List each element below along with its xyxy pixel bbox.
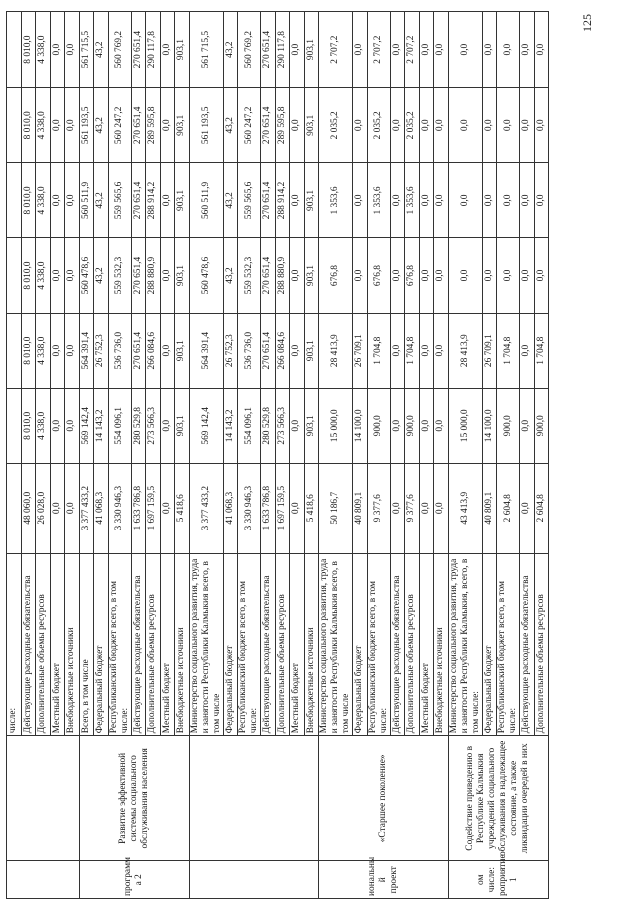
funding-source-cell: Федеральный бюджет bbox=[353, 553, 368, 736]
amount-cell: 903,1 bbox=[175, 238, 190, 313]
budget-table bbox=[6, 11, 549, 899]
amount-cell: 536 736,0 bbox=[108, 313, 131, 388]
amount-cell: 0,0 bbox=[390, 388, 405, 463]
amount-cell: 2 035,2 bbox=[367, 88, 390, 163]
amount-cell: 0,0 bbox=[534, 12, 549, 88]
amount-cell: 0,0 bbox=[65, 163, 80, 238]
amount-cell: 5 418,6 bbox=[304, 463, 319, 553]
amount-cell: 0,0 bbox=[448, 12, 482, 88]
amount-cell: 903,1 bbox=[304, 163, 319, 238]
amount-cell: 0,0 bbox=[497, 238, 520, 313]
amount-cell: 561 193,5 bbox=[189, 88, 223, 163]
amount-cell: 41 068,3 bbox=[223, 463, 238, 553]
amount-cell: 0,0 bbox=[50, 313, 65, 388]
amount-cell: 0,0 bbox=[482, 12, 497, 88]
amount-cell: 554 096,1 bbox=[238, 388, 261, 463]
amount-cell: 43 413,9 bbox=[448, 463, 482, 553]
amount-cell: 0,0 bbox=[50, 388, 65, 463]
amount-cell: 5 418,6 bbox=[175, 463, 190, 553]
amount-cell: 0,0 bbox=[160, 238, 175, 313]
amount-cell: 0,0 bbox=[160, 463, 175, 553]
amount-cell: 280 529,8 bbox=[131, 388, 146, 463]
section-name-cell bbox=[7, 736, 80, 861]
funding-source-cell: Федеральный бюджет bbox=[223, 553, 238, 736]
amount-cell: 903,1 bbox=[175, 12, 190, 88]
funding-source-cell: Действующие расходные обязательства bbox=[520, 553, 535, 736]
amount-cell: 43,2 bbox=[94, 88, 109, 163]
amount-cell: 1 353,6 bbox=[405, 163, 420, 238]
amount-cell: 9 377,6 bbox=[405, 463, 420, 553]
amount-cell: 0,0 bbox=[160, 388, 175, 463]
funding-source-cell: Действующие расходные обязательства bbox=[131, 553, 146, 736]
section-number-cell bbox=[7, 861, 80, 899]
amount-cell: 26 028,0 bbox=[36, 463, 51, 553]
amount-cell: 1 353,6 bbox=[367, 163, 390, 238]
amount-cell: 0,0 bbox=[520, 163, 535, 238]
funding-source-cell: Местный бюджет bbox=[160, 553, 175, 736]
amount-cell: 15 000,0 bbox=[319, 388, 353, 463]
amount-cell: 288 880,9 bbox=[146, 238, 161, 313]
amount-cell: 0,0 bbox=[290, 238, 305, 313]
amount-cell: 15 000,0 bbox=[448, 388, 482, 463]
funding-source-cell: Действующие расходные обязательства bbox=[390, 553, 405, 736]
funding-source-cell: Республиканский бюджет всего, в том числе: bbox=[367, 553, 390, 736]
amount-cell: 560 511,9 bbox=[189, 163, 223, 238]
amount-cell: 676,8 bbox=[405, 238, 420, 313]
funding-source-cell: Всего, в том числе bbox=[79, 553, 94, 736]
amount-cell: 26 752,3 bbox=[94, 313, 109, 388]
amount-cell: 1 633 786,8 bbox=[261, 463, 276, 553]
amount-cell: 560 769,2 bbox=[238, 12, 261, 88]
table-row bbox=[448, 12, 482, 899]
amount-cell: 1 353,6 bbox=[319, 163, 353, 238]
amount-cell: 0,0 bbox=[50, 238, 65, 313]
amount-cell bbox=[7, 163, 22, 238]
amount-cell: 0,0 bbox=[520, 388, 535, 463]
amount-cell: 0,0 bbox=[434, 88, 449, 163]
amount-cell: 0,0 bbox=[65, 463, 80, 553]
funding-source-cell: Республиканский бюджет всего, в том числе: bbox=[108, 553, 131, 736]
amount-cell: 564 391,4 bbox=[189, 313, 223, 388]
amount-cell: 560 478,6 bbox=[79, 238, 94, 313]
funding-source-cell: числе: bbox=[7, 553, 22, 736]
amount-cell: 40 809,1 bbox=[353, 463, 368, 553]
funding-source-cell: Внебюджетные источники bbox=[304, 553, 319, 736]
amount-cell: 8 010,0 bbox=[21, 238, 36, 313]
section-name-cell: «Старшее поколение» bbox=[319, 736, 449, 861]
funding-source-cell: Федеральный бюджет bbox=[482, 553, 497, 736]
amount-cell: 1 704,8 bbox=[367, 313, 390, 388]
amount-cell: 560 247,2 bbox=[108, 88, 131, 163]
amount-cell: 4 338,0 bbox=[36, 313, 51, 388]
amount-cell: 4 338,0 bbox=[36, 163, 51, 238]
amount-cell: 0,0 bbox=[419, 238, 434, 313]
amount-cell: 270 651,4 bbox=[261, 88, 276, 163]
amount-cell: 560 247,2 bbox=[238, 88, 261, 163]
amount-cell: 1 704,8 bbox=[405, 313, 420, 388]
section-name-cell: Содействие приведению в Республике Калмыкия учреждений социального обслуживания в надлежащее состояние, а также ликвидации очередей в них bbox=[448, 736, 549, 861]
rotated-page-content bbox=[6, 11, 606, 899]
amount-cell: 903,1 bbox=[304, 313, 319, 388]
amount-cell: 14 100,0 bbox=[353, 388, 368, 463]
amount-cell: 4 338,0 bbox=[36, 12, 51, 88]
amount-cell: 43,2 bbox=[94, 12, 109, 88]
amount-cell: 270 651,4 bbox=[261, 12, 276, 88]
funding-source-cell: Федеральный бюджет bbox=[94, 553, 109, 736]
amount-cell bbox=[7, 88, 22, 163]
amount-cell: 0,0 bbox=[520, 238, 535, 313]
amount-cell: 903,1 bbox=[175, 163, 190, 238]
amount-cell: 0,0 bbox=[353, 12, 368, 88]
amount-cell: 43,2 bbox=[223, 88, 238, 163]
amount-cell: 0,0 bbox=[419, 388, 434, 463]
amount-cell: 0,0 bbox=[482, 238, 497, 313]
funding-source-cell: Местный бюджет bbox=[290, 553, 305, 736]
amount-cell: 14 100,0 bbox=[482, 388, 497, 463]
amount-cell: 676,8 bbox=[367, 238, 390, 313]
amount-cell: 270 651,4 bbox=[261, 163, 276, 238]
section-name-cell: Развитие эффективной системы социального обслуживания населения bbox=[79, 736, 189, 861]
amount-cell: 561 715,5 bbox=[189, 12, 223, 88]
amount-cell: 903,1 bbox=[304, 88, 319, 163]
funding-source-cell: Республиканский бюджет всего, в том числе: bbox=[238, 553, 261, 736]
section-number-cell: ом числе: роприятие 1 bbox=[448, 861, 549, 899]
amount-cell: 26 752,3 bbox=[223, 313, 238, 388]
amount-cell: 3 330 946,3 bbox=[238, 463, 261, 553]
amount-cell: 561 715,5 bbox=[79, 12, 94, 88]
amount-cell: 2 035,2 bbox=[405, 88, 420, 163]
amount-cell: 0,0 bbox=[290, 12, 305, 88]
amount-cell: 0,0 bbox=[419, 88, 434, 163]
amount-cell: 2 707,2 bbox=[405, 12, 420, 88]
amount-cell: 903,1 bbox=[304, 12, 319, 88]
table-row bbox=[79, 12, 94, 899]
amount-cell: 0,0 bbox=[160, 313, 175, 388]
amount-cell: 9 377,6 bbox=[367, 463, 390, 553]
amount-cell: 676,8 bbox=[319, 238, 353, 313]
amount-cell: 0,0 bbox=[482, 163, 497, 238]
amount-cell: 2 707,2 bbox=[367, 12, 390, 88]
amount-cell: 0,0 bbox=[448, 88, 482, 163]
funding-source-cell: Дополнительные объемы ресурсов bbox=[534, 553, 549, 736]
amount-cell: 0,0 bbox=[520, 463, 535, 553]
amount-cell bbox=[7, 238, 22, 313]
amount-cell: 0,0 bbox=[160, 12, 175, 88]
page-number: 125 bbox=[580, 14, 594, 32]
amount-cell: 0,0 bbox=[497, 163, 520, 238]
amount-cell: 559 532,3 bbox=[108, 238, 131, 313]
section-number-cell: программ а 2 bbox=[79, 861, 189, 899]
funding-source-cell: Местный бюджет bbox=[419, 553, 434, 736]
amount-cell: 0,0 bbox=[520, 88, 535, 163]
amount-cell: 288 880,9 bbox=[275, 238, 290, 313]
amount-cell: 0,0 bbox=[434, 463, 449, 553]
amount-cell: 903,1 bbox=[304, 388, 319, 463]
amount-cell: 8 010,0 bbox=[21, 313, 36, 388]
amount-cell: 26 709,1 bbox=[482, 313, 497, 388]
funding-source-cell: Внебюджетные источники bbox=[434, 553, 449, 736]
amount-cell: 0,0 bbox=[390, 12, 405, 88]
amount-cell: 0,0 bbox=[65, 313, 80, 388]
amount-cell: 0,0 bbox=[434, 12, 449, 88]
amount-cell: 28 413,9 bbox=[319, 313, 353, 388]
amount-cell: 0,0 bbox=[160, 88, 175, 163]
amount-cell: 0,0 bbox=[390, 463, 405, 553]
amount-cell: 0,0 bbox=[290, 463, 305, 553]
funding-source-cell: Министерство социального развития, труда и занятости Республики Калмыкия, всего, в том числе: bbox=[448, 553, 482, 736]
amount-cell: 0,0 bbox=[448, 238, 482, 313]
table-row bbox=[7, 12, 22, 899]
amount-cell: 0,0 bbox=[419, 313, 434, 388]
amount-cell: 0,0 bbox=[534, 163, 549, 238]
amount-cell: 4 338,0 bbox=[36, 88, 51, 163]
amount-cell: 8 010,0 bbox=[21, 88, 36, 163]
amount-cell: 8 010,0 bbox=[21, 163, 36, 238]
amount-cell: 0,0 bbox=[434, 238, 449, 313]
amount-cell: 0,0 bbox=[65, 88, 80, 163]
amount-cell: 14 143,2 bbox=[223, 388, 238, 463]
amount-cell: 2 604,8 bbox=[497, 463, 520, 553]
amount-cell: 270 651,4 bbox=[131, 88, 146, 163]
amount-cell: 14 143,2 bbox=[94, 388, 109, 463]
amount-cell: 900,0 bbox=[405, 388, 420, 463]
amount-cell: 0,0 bbox=[353, 88, 368, 163]
amount-cell: 0,0 bbox=[353, 163, 368, 238]
funding-source-cell: Министерство социального развития, труда и занятости Республики Калмыкия всего, в том числе bbox=[319, 553, 353, 736]
amount-cell: 288 914,2 bbox=[146, 163, 161, 238]
amount-cell: 559 565,6 bbox=[108, 163, 131, 238]
amount-cell: 0,0 bbox=[434, 163, 449, 238]
amount-cell: 0,0 bbox=[65, 238, 80, 313]
funding-source-cell: Дополнительные объемы ресурсов bbox=[405, 553, 420, 736]
amount-cell: 900,0 bbox=[367, 388, 390, 463]
amount-cell: 0,0 bbox=[390, 88, 405, 163]
amount-cell: 3 377 433,2 bbox=[189, 463, 223, 553]
amount-cell: 1 633 786,8 bbox=[131, 463, 146, 553]
amount-cell: 0,0 bbox=[50, 163, 65, 238]
amount-cell: 50 186,7 bbox=[319, 463, 353, 553]
amount-cell: 569 142,4 bbox=[189, 388, 223, 463]
amount-cell: 26 709,1 bbox=[353, 313, 368, 388]
amount-cell: 0,0 bbox=[390, 163, 405, 238]
amount-cell: 270 651,4 bbox=[131, 313, 146, 388]
amount-cell: 270 651,4 bbox=[131, 163, 146, 238]
amount-cell: 43,2 bbox=[94, 163, 109, 238]
amount-cell: 569 142,4 bbox=[79, 388, 94, 463]
amount-cell: 559 565,6 bbox=[238, 163, 261, 238]
amount-cell: 41 068,3 bbox=[94, 463, 109, 553]
amount-cell: 48 060,0 bbox=[21, 463, 36, 553]
amount-cell: 270 651,4 bbox=[131, 238, 146, 313]
amount-cell: 3 377 433,2 bbox=[79, 463, 94, 553]
amount-cell: 0,0 bbox=[390, 313, 405, 388]
amount-cell: 1 697 159,5 bbox=[275, 463, 290, 553]
amount-cell: 0,0 bbox=[290, 163, 305, 238]
table-row bbox=[319, 12, 353, 899]
table-row bbox=[189, 12, 223, 899]
amount-cell: 0,0 bbox=[290, 313, 305, 388]
amount-cell: 266 084,6 bbox=[146, 313, 161, 388]
funding-source-cell: Республиканский бюджет всего, в том числе: bbox=[497, 553, 520, 736]
amount-cell: 290 117,8 bbox=[275, 12, 290, 88]
amount-cell: 0,0 bbox=[50, 463, 65, 553]
amount-cell: 560 511,9 bbox=[79, 163, 94, 238]
amount-cell: 536 736,0 bbox=[238, 313, 261, 388]
amount-cell: 40 809,1 bbox=[482, 463, 497, 553]
amount-cell: 903,1 bbox=[175, 88, 190, 163]
amount-cell: 0,0 bbox=[390, 238, 405, 313]
amount-cell: 559 532,3 bbox=[238, 238, 261, 313]
amount-cell: 289 595,8 bbox=[146, 88, 161, 163]
funding-source-cell: Дополнительные объемы ресурсов bbox=[275, 553, 290, 736]
amount-cell: 561 193,5 bbox=[79, 88, 94, 163]
amount-cell: 900,0 bbox=[497, 388, 520, 463]
amount-cell: 43,2 bbox=[223, 163, 238, 238]
amount-cell: 273 566,3 bbox=[275, 388, 290, 463]
funding-source-cell: Дополнительные объемы ресурсов bbox=[146, 553, 161, 736]
amount-cell: 0,0 bbox=[290, 388, 305, 463]
amount-cell: 0,0 bbox=[497, 12, 520, 88]
amount-cell: 0,0 bbox=[520, 313, 535, 388]
funding-source-cell: Внебюджетные источники bbox=[65, 553, 80, 736]
amount-cell: 0,0 bbox=[434, 388, 449, 463]
amount-cell: 273 566,3 bbox=[146, 388, 161, 463]
amount-cell: 0,0 bbox=[419, 463, 434, 553]
amount-cell: 4 338,0 bbox=[36, 238, 51, 313]
amount-cell: 0,0 bbox=[448, 163, 482, 238]
amount-cell: 2 707,2 bbox=[319, 12, 353, 88]
amount-cell: 280 529,8 bbox=[261, 388, 276, 463]
amount-cell: 1 704,8 bbox=[534, 313, 549, 388]
section-name-cell bbox=[189, 736, 319, 861]
amount-cell: 2 035,2 bbox=[319, 88, 353, 163]
amount-cell: 266 084,6 bbox=[275, 313, 290, 388]
amount-cell: 903,1 bbox=[175, 313, 190, 388]
amount-cell: 564 391,4 bbox=[79, 313, 94, 388]
amount-cell: 0,0 bbox=[50, 88, 65, 163]
amount-cell: 0,0 bbox=[65, 388, 80, 463]
amount-cell: 290 117,8 bbox=[146, 12, 161, 88]
amount-cell: 270 651,4 bbox=[131, 12, 146, 88]
amount-cell: 554 096,1 bbox=[108, 388, 131, 463]
funding-source-cell: Внебюджетные источники bbox=[175, 553, 190, 736]
section-number-cell bbox=[189, 861, 319, 899]
amount-cell: 0,0 bbox=[290, 88, 305, 163]
amount-cell: 0,0 bbox=[50, 12, 65, 88]
amount-cell: 43,2 bbox=[223, 12, 238, 88]
amount-cell: 1 704,8 bbox=[497, 313, 520, 388]
amount-cell: 0,0 bbox=[482, 88, 497, 163]
amount-cell: 903,1 bbox=[175, 388, 190, 463]
amount-cell: 1 697 159,5 bbox=[146, 463, 161, 553]
amount-cell: 903,1 bbox=[304, 238, 319, 313]
amount-cell: 8 010,0 bbox=[21, 388, 36, 463]
amount-cell: 0,0 bbox=[353, 238, 368, 313]
funding-source-cell: Действующие расходные обязательства bbox=[261, 553, 276, 736]
amount-cell: 560 769,2 bbox=[108, 12, 131, 88]
amount-cell: 8 010,0 bbox=[21, 12, 36, 88]
amount-cell: 28 413,9 bbox=[448, 313, 482, 388]
amount-cell: 4 338,0 bbox=[36, 388, 51, 463]
amount-cell: 0,0 bbox=[419, 12, 434, 88]
funding-source-cell: Дополнительные объемы ресурсов bbox=[36, 553, 51, 736]
budget-table-body bbox=[7, 12, 549, 899]
amount-cell: 0,0 bbox=[419, 163, 434, 238]
section-number-cell: иональны й проект bbox=[319, 861, 449, 899]
amount-cell: 2 604,8 bbox=[534, 463, 549, 553]
amount-cell: 0,0 bbox=[434, 313, 449, 388]
amount-cell: 0,0 bbox=[497, 88, 520, 163]
amount-cell: 288 914,2 bbox=[275, 163, 290, 238]
amount-cell: 270 651,4 bbox=[261, 238, 276, 313]
amount-cell: 270 651,4 bbox=[261, 313, 276, 388]
amount-cell: 289 595,8 bbox=[275, 88, 290, 163]
amount-cell: 900,0 bbox=[534, 388, 549, 463]
amount-cell: 43,2 bbox=[94, 238, 109, 313]
amount-cell: 0,0 bbox=[520, 12, 535, 88]
amount-cell: 0,0 bbox=[160, 163, 175, 238]
amount-cell bbox=[7, 463, 22, 553]
amount-cell: 3 330 946,3 bbox=[108, 463, 131, 553]
amount-cell: 0,0 bbox=[534, 88, 549, 163]
funding-source-cell: Местный бюджет bbox=[50, 553, 65, 736]
amount-cell: 0,0 bbox=[534, 238, 549, 313]
amount-cell bbox=[7, 388, 22, 463]
funding-source-cell: Министерство социального развития, труда и занятости Республики Калмыкия всего, в том числе bbox=[189, 553, 223, 736]
amount-cell: 560 478,6 bbox=[189, 238, 223, 313]
amount-cell: 43,2 bbox=[223, 238, 238, 313]
amount-cell: 0,0 bbox=[65, 12, 80, 88]
amount-cell bbox=[7, 313, 22, 388]
funding-source-cell: Действующие расходные обязательства bbox=[21, 553, 36, 736]
amount-cell bbox=[7, 12, 22, 88]
